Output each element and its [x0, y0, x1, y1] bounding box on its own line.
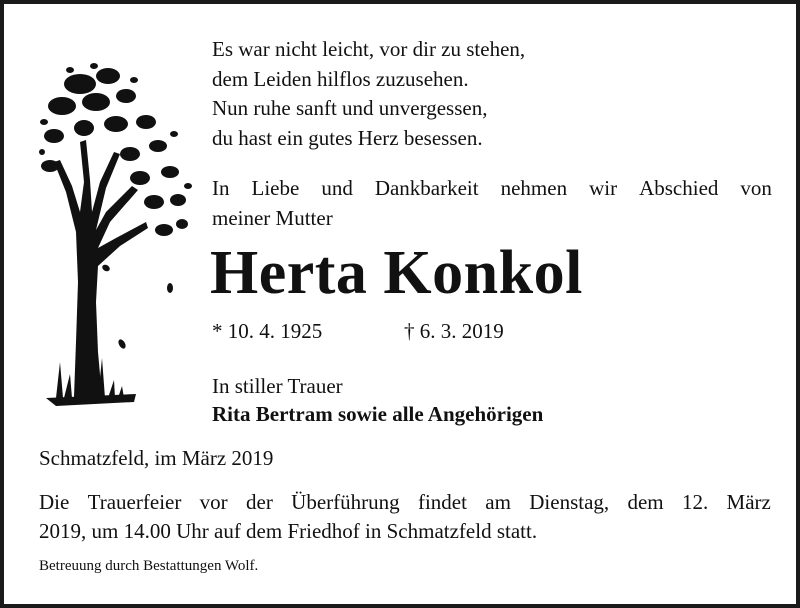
word: wir	[589, 176, 618, 200]
word: und	[321, 176, 353, 200]
word: Dankbarkeit	[374, 176, 479, 200]
word: nehmen	[500, 176, 568, 200]
word: von	[740, 176, 772, 200]
word: Dienstag,	[529, 490, 610, 514]
word: In	[212, 176, 230, 200]
place-date: Schmatzfeld, im März 2019	[39, 446, 274, 470]
birth-date: * 10. 4. 1925	[212, 319, 323, 343]
death-date: † 6. 3. 2019	[404, 319, 504, 343]
poem	[212, 35, 525, 153]
tree-silhouette-icon	[36, 62, 196, 422]
life-dates	[212, 317, 504, 345]
farewell-line-1	[212, 174, 772, 204]
mourner-names: Rita Bertram sowie alle Angehörigen	[212, 402, 544, 426]
funeral-info	[39, 488, 771, 545]
word: Liebe	[251, 176, 300, 200]
poem-line: du hast ein gutes Herz besessen.	[212, 125, 483, 150]
funeral-line-1	[39, 488, 771, 517]
word: März	[726, 490, 771, 514]
poem-line: Nun ruhe sanft und unvergessen,	[212, 96, 488, 120]
word: am	[485, 490, 511, 514]
word: Abschied	[639, 176, 719, 200]
mourners	[212, 372, 543, 428]
farewell-line-2: meiner Mutter	[212, 205, 333, 230]
deceased-name: Herta Konkol	[210, 239, 583, 307]
word: vor	[199, 490, 228, 514]
farewell-text	[212, 174, 772, 233]
mourning-intro: In stiller Trauer	[212, 374, 343, 398]
poem-line: dem Leiden hilflos zuzusehen.	[212, 66, 469, 91]
word: Trauerfeier	[87, 490, 182, 514]
word: der	[246, 490, 273, 514]
service-note: Betreuung durch Bestattungen Wolf.	[39, 558, 259, 574]
word: Die	[39, 490, 70, 514]
funeral-line-2: 2019, um 14.00 Uhr auf dem Friedhof in Schmatzfeld statt.	[39, 518, 538, 543]
poem-line: Es war nicht leicht, vor dir zu stehen,	[212, 37, 526, 61]
word: 12.	[681, 490, 709, 514]
word: dem	[627, 490, 664, 514]
word: findet	[417, 490, 467, 514]
word: Überführung	[291, 490, 400, 514]
